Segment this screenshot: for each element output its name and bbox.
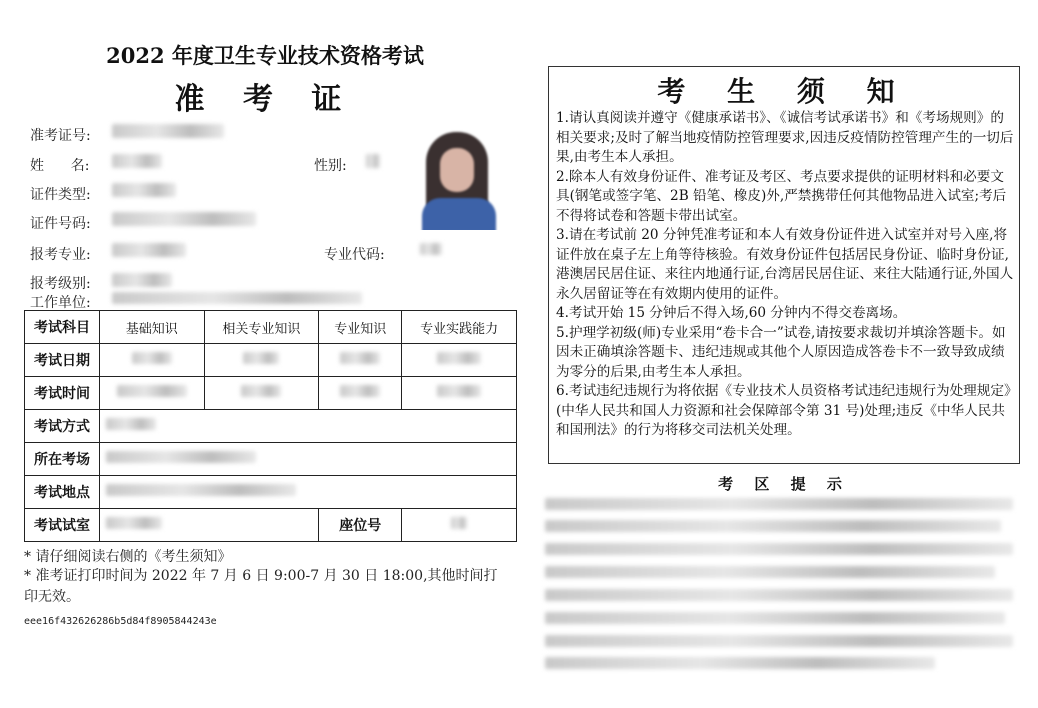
time-cell	[100, 377, 205, 410]
id-type-value	[112, 183, 176, 197]
table-row	[25, 311, 517, 344]
method-cell	[100, 410, 517, 443]
employer-label: 工作单位:	[30, 295, 91, 311]
notice-item: 6.考试违纪违规行为将依据《专业技术人员资格考试违纪违规行为处理规定》(中华人民共和国人力资源和社会保障部令第 31 号)处理;违反《中华人民共和国刑法》的行为将移交司法机关处理。	[556, 383, 1011, 438]
name-label: 姓 名:	[30, 158, 90, 174]
subject-cell: 专业知识	[319, 311, 402, 344]
major-code-label: 专业代码:	[324, 247, 385, 263]
seat-header: 座位号	[319, 509, 402, 542]
document-hash: eee16f432626286b5d84f8905844243e	[24, 616, 217, 627]
id-no-label: 证件号码:	[30, 216, 91, 232]
date-cell	[100, 344, 205, 377]
subject-cell: 专业实践能力	[402, 311, 517, 344]
admission-no-value	[112, 124, 224, 138]
name-value	[112, 154, 162, 168]
id-type-label: 证件类型:	[30, 187, 91, 203]
admission-no-label: 准考证号:	[30, 128, 91, 144]
level-value	[112, 273, 172, 287]
gender-label: 性别:	[314, 158, 347, 174]
room-header: 考试试室	[25, 509, 100, 542]
gender-value	[366, 154, 380, 168]
notice-items	[556, 109, 1014, 441]
time-cell	[402, 377, 517, 410]
table-row	[25, 344, 517, 377]
subject-header: 考试科目	[25, 311, 100, 344]
site-header: 所在考场	[25, 443, 100, 476]
table-row	[25, 509, 517, 542]
candidate-photo	[418, 126, 498, 230]
employer-value	[112, 292, 362, 304]
time-cell	[319, 377, 402, 410]
subject-cell: 相关专业知识	[204, 311, 319, 344]
room-cell	[100, 509, 319, 542]
level-label: 报考级别:	[30, 276, 91, 292]
seat-cell	[402, 509, 517, 542]
time-cell	[204, 377, 319, 410]
time-header: 考试时间	[25, 377, 100, 410]
exam-schedule-table	[24, 310, 517, 542]
table-row	[25, 476, 517, 509]
location-cell	[100, 476, 517, 509]
date-header: 考试日期	[25, 344, 100, 377]
date-cell	[402, 344, 517, 377]
date-cell	[204, 344, 319, 377]
document-title: 2022 年度卫生专业技术资格考试	[106, 43, 424, 68]
notice-item: 3.请在考试前 20 分钟凭准考证和本人有效身份证件进入试室并对号入座,将证件放在桌子左上角等待核验。有效身份证件包括居民身份证、临时身份证,港澳居民居住证、来往内地通行证,台湾居民居住证、来往大陆通行证,外国人永久居留证等在有效期内使用的证件。	[556, 227, 1014, 302]
notice-item: 2.除本人有效身份证件、准考证及考区、考点要求提供的证明材料和必要文具(钢笔或签字笔、2B 铅笔、橡皮)外,严禁携带任何其他物品进入试室;考后不得将试卷和答题卡带出试室。	[556, 168, 1007, 224]
table-row	[25, 377, 517, 410]
site-cell	[100, 443, 517, 476]
date-cell	[319, 344, 402, 377]
major-value	[112, 243, 186, 257]
table-row	[25, 410, 517, 443]
notice-item: 5.护理学初级(师)专业采用“卷卡合一”试卷,请按要求裁切并填涂答题卡。如因未正确填涂答题卡、违纪违规或其他个人原因造成答卷卡不一致导致成绩为零分的后果,由考生本人承担。	[556, 324, 1006, 380]
document-subtitle: 准 考 证	[174, 82, 356, 117]
notice-item: 4.考试开始 15 分钟后不得入场,60 分钟内不得交卷离场。	[556, 305, 907, 321]
note-read-notice: * 请仔细阅读右侧的《考生须知》	[24, 549, 232, 565]
notice-title: 考 生 须 知	[657, 75, 911, 108]
subject-cell: 基础知识	[100, 311, 205, 344]
zone-hint-title: 考 区 提 示	[718, 475, 850, 493]
method-header: 考试方式	[25, 410, 100, 443]
major-label: 报考专业:	[30, 247, 91, 263]
major-code-value	[420, 243, 442, 255]
notice-item: 1.请认真阅读并遵守《健康承诺书》、《诚信考试承诺书》和《考场规则》的相关要求;及时了解当地疫情防控管理要求,因违反疫情防控管理产生的一切后果,由考生本人承担。	[556, 110, 1014, 165]
note-print-time: * 准考证打印时间为 2022 年 7 月 6 日 9:00-7 月 30 日 18:00,其他时间打印无效。	[24, 568, 498, 605]
id-no-value	[112, 212, 256, 226]
table-row	[25, 443, 517, 476]
location-header: 考试地点	[25, 476, 100, 509]
